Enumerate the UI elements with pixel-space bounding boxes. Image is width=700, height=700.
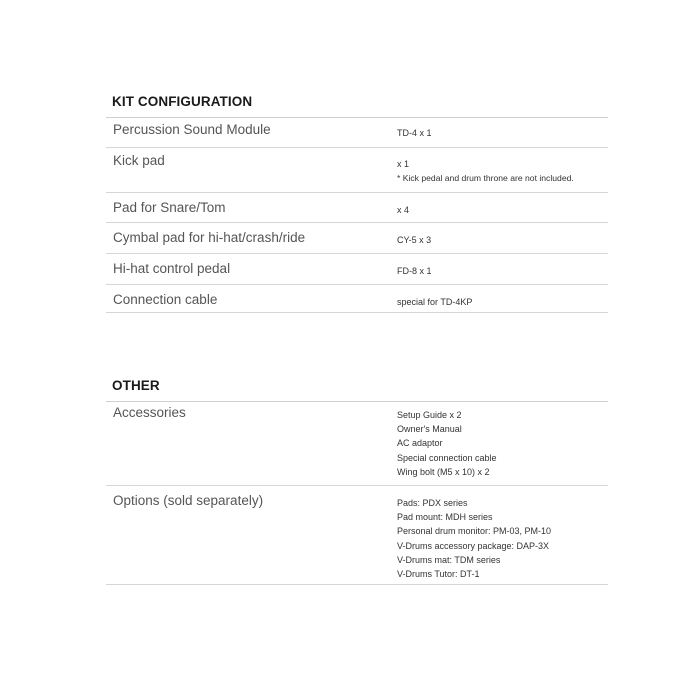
spec-value <box>391 118 608 147</box>
spec-value <box>391 223 608 253</box>
spec-value-line: Pad mount: MDH series <box>397 512 493 523</box>
spec-label: Cymbal pad for hi-hat/crash/ride <box>113 230 306 245</box>
spec-row-hihat-control-pedal <box>106 254 608 285</box>
spec-row-percussion-sound-module <box>106 118 608 148</box>
spec-value-line: V-Drums mat: TDM series <box>397 554 501 565</box>
spec-row-connection-cable <box>106 285 608 313</box>
spec-value <box>391 148 608 192</box>
spec-value-line: special for TD-4KP <box>397 297 473 307</box>
spec-value-line: AC adaptor <box>397 438 443 449</box>
spec-label: Accessories <box>113 405 186 420</box>
spec-value-line: Wing bolt (M5 x 10) x 2 <box>397 466 490 477</box>
spec-label: Percussion Sound Module <box>113 122 271 137</box>
other-title: OTHER <box>112 378 160 393</box>
spec-row-kick-pad <box>106 148 608 193</box>
spec-label: Connection cable <box>113 292 218 307</box>
spec-value-line: Special connection cable <box>397 452 497 463</box>
kit-configuration-table <box>106 117 608 313</box>
spec-value-note: * Kick pedal and drum throne are not included. <box>397 173 574 184</box>
spec-value <box>391 285 608 312</box>
spec-value-line: CY-5 x 3 <box>397 235 432 245</box>
spec-value <box>391 486 608 584</box>
spec-label: Hi-hat control pedal <box>113 261 231 276</box>
spec-value-line: Owner's Manual <box>397 424 462 435</box>
spec-value-line: V-Drums accessory package: DAP-3X <box>397 540 550 551</box>
spec-label: Kick pad <box>113 153 165 168</box>
spec-label: Pad for Snare/Tom <box>113 200 226 215</box>
other-table <box>106 401 608 585</box>
spec-row-accessories <box>106 402 608 486</box>
spec-value <box>391 193 608 222</box>
spec-value-line: V-Drums Tutor: DT-1 <box>397 569 480 580</box>
spec-value <box>391 254 608 284</box>
spec-value-line: Pads: PDX series <box>397 498 468 508</box>
kit-configuration-section <box>106 92 608 313</box>
spec-row-cymbal-pad <box>106 223 608 254</box>
spec-row-options <box>106 486 608 585</box>
spec-value-line: FD-8 x 1 <box>397 266 432 276</box>
kit-configuration-title: KIT CONFIGURATION <box>112 94 253 109</box>
spec-value-line: x 4 <box>397 205 410 215</box>
spec-value-line: Personal drum monitor: PM-03, PM-10 <box>397 526 552 537</box>
spec-value-line: TD-4 x 1 <box>397 128 432 138</box>
spec-value <box>391 402 608 485</box>
other-section <box>106 376 608 585</box>
spec-label: Options (sold separately) <box>113 493 264 508</box>
spec-row-pad-snare-tom <box>106 193 608 223</box>
spec-value-line: x 1 <box>397 159 410 169</box>
spec-value-line: Setup Guide x 2 <box>397 410 462 420</box>
